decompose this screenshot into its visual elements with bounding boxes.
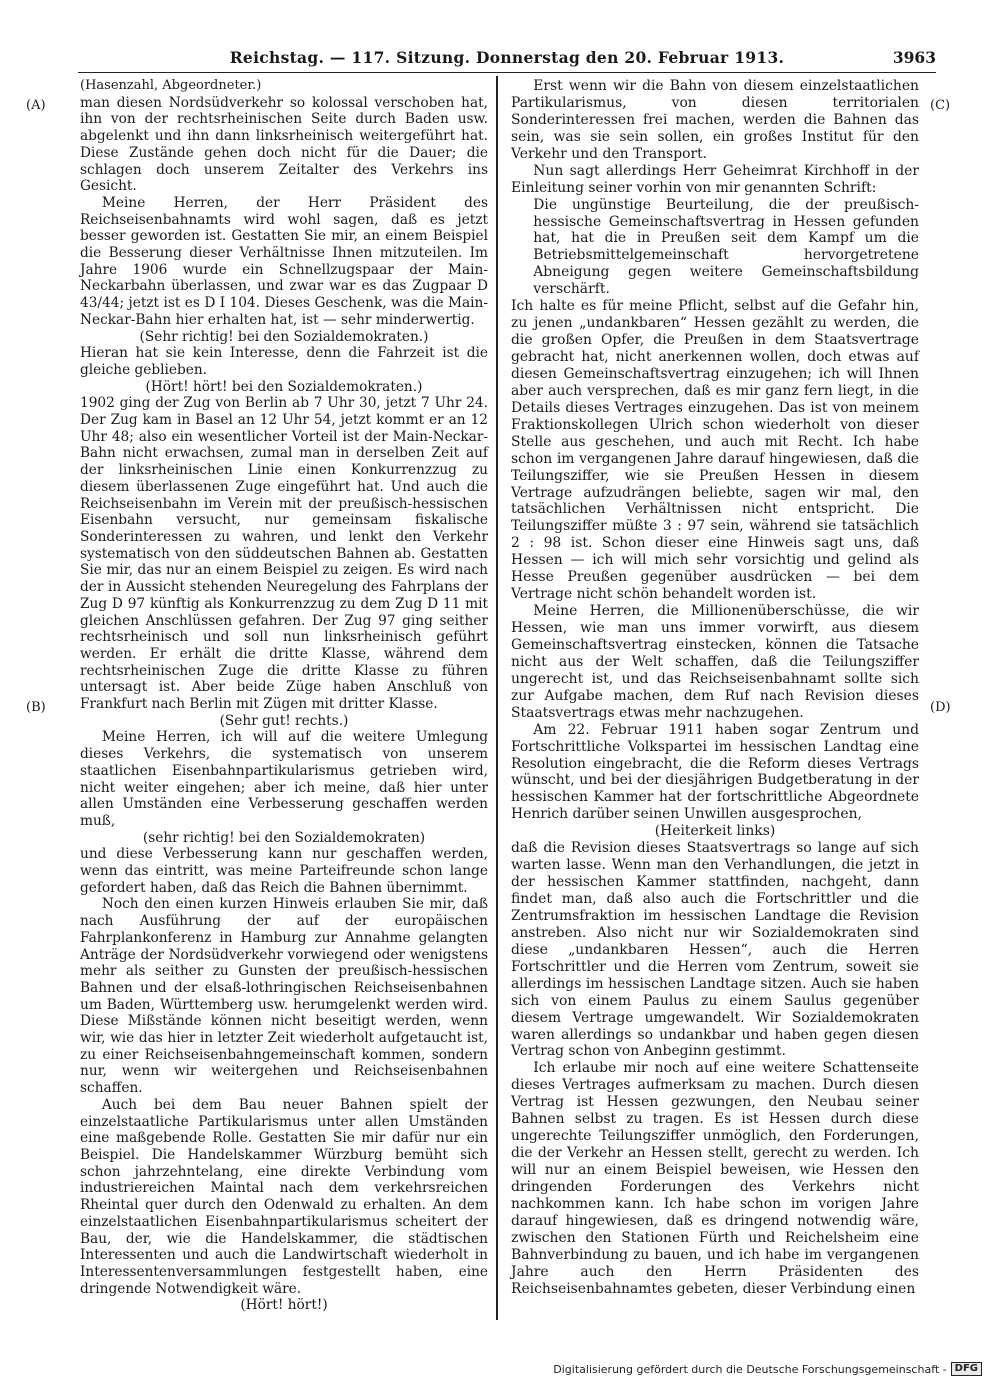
left-column — [80, 78, 488, 1314]
interjection: (sehr richtig! bei den Sozialdemokraten) — [142, 829, 426, 846]
interjection: (Sehr gut! rechts.) — [219, 712, 349, 729]
paragraph: und diese Verbesserung kann nur geschaffen werden, wenn das eintritt, was meine Parteifreunde schon lange gefordert haben, daß das Reich die Bahnen übernimmt. — [80, 846, 488, 896]
interjection: (Sehr richtig! bei den Sozialdemokraten.) — [139, 328, 429, 345]
paragraph: 1902 ging der Zug von Berlin ab 7 Uhr 30, jetzt 7 Uhr 24. Der Zug kam in Basel an 12 Uhr 54, jetzt kommt er an 12 Uhr 48; also ein wesentlicher Vorteil ist der Main-Neckar-Bahn nicht erwachsen, zumal man in derselben Zeit auf der linksrheinischen Linie einen Konkurrenzzug zu diesem überlassenen Zuge eingeführt hat. Und auch die Reichseisenbahn im Verein mit der preußisch-hessischen Eisenbahn versucht, nur gemeinsam fiskalische Sonderinteressen zu wahren, und lenkt den Verkehr systematisch von den süddeutschen Bahnen ab. Gestatten Sie mir, das nur an einem Beispiel zu zeigen. Es wird nach der in Aussicht stehenden Neuregelung des Fahrplans der Zug D 97 künftig als Konkurrenzzug zu dem Zug D 11 mit gleichen Anschlüssen gefahren. Der Zug 97 ging seither rechtsrheinisch und soll nun linksrheinisch geführt werden. Er erhält die dritte Klasse, während dem rechtsrheinischen Zuge die dritte Klasse zu führen untersagt ist. Aber beide Züge haben Anschluß von Frankfurt nach Berlin mit Zügen mit dritter Klasse. — [80, 395, 488, 713]
interjection: (Heiterkeit links) — [654, 823, 776, 840]
block-quote: Die ungünstige Beurteilung, die der preußisch-hessische Gemeinschaftsvertrag in Hessen gefunden hat, hat die in Preußen seit dem Kampf um die Betriebsmittelgemeinschaft hervorgetretene Abneigung gegen weitere Gemeinschaftsbildung verschärft. — [533, 196, 919, 298]
paragraph: Meine Herren, die Millionenüberschüsse, die wir Hessen, wie man uns immer vorwirft, aus diesem Gemeinschaftsvertrag einstecken, können die Tatsache nicht aus der Welt schaffen, daß die Teilungsziffer ungerecht ist, und das Reichseisenbahnamt sollte sich zur Aufgabe machen, dem Ruf nach Revision dieses Staatsvertrags etwas mehr nachzugehen. — [511, 603, 919, 721]
page-header — [78, 46, 936, 73]
footer-text: Digitalisierung gefördert durch die Deutsche Forschungsgemeinschaft - — [553, 1362, 947, 1376]
running-head: Reichstag. — 117. Sitzung. Donnerstag den 20. Februar 1913. — [229, 48, 785, 67]
column-divider — [496, 76, 498, 1320]
right-column — [511, 78, 919, 1298]
paragraph: Erst wenn wir die Bahn von diesem einzelstaatlichen Partikularismus, von diesen territorialen Sonderinteressen frei machen, werden die Bahnen das sein, was sie sein sollen, ein großes Institut für den Verkehr und den Transport. — [511, 78, 919, 162]
page-footer — [553, 1362, 982, 1376]
interjection: (Hört! hört! bei den Sozialdemokraten.) — [145, 378, 423, 395]
paragraph: Noch den einen kurzen Hinweis erlauben Sie mir, daß nach Ausführung der auf der europäischen Fahrplankonferenz in Hamburg zur Annahme gelangten Anträge der Nordsüdverkehr vorwiegend oder wenigstens mehr als seither zu Gunsten der preußisch-hessischen Bahnen und der elsaß-lothringischen Reichseisenbahnen um Baden, Württemberg usw. herumgelenkt werden wird. Diese Mißstände können nicht beseitigt werden, wenn wir, wie das hier in letzter Zeit wiederholt aufgetaucht ist, zu einer Reichseisenbahngemeinschaft kommen, sondern nur, wenn wir weitergehen und Reichseisenbahnen schaffen. — [80, 896, 488, 1097]
paragraph: Meine Herren, der Herr Präsident des Reichseisenbahnamts wird wohl sagen, daß es jetzt besser geworden ist. Gestatten Sie mir, an einem Beispiel die Besserung dieser Verhältnisse Ihnen mitzuteilen. Im Jahre 1906 wurde ein Schnellzugspaar der Main-Neckarbahn überlassen, und zwar war es das Zugpaar D 43/44; jetzt ist es D I 104. Dieses Geschenk, was die Main-Neckar-Bahn hier erhalten hat, ist — sehr minderwertig. — [80, 194, 488, 328]
dfg-logo: DFG — [951, 1362, 982, 1376]
paragraph: Am 22. Februar 1911 haben sogar Zentrum und Fortschrittliche Volkspartei im hessischen Landtag eine Resolution eingebracht, die die Reform dieses Vertrags wünscht, und bei der diesjährigen Budgetberatung in der hessischen Kammer hat der fortschrittliche Abgeordnete Henrich darüber seinen Unwillen ausgesprochen, — [511, 721, 919, 823]
paragraph: Hieran hat sie kein Interesse, denn die Fahrzeit ist die gleiche geblieben. — [80, 345, 488, 378]
margin-marker-d: (D) — [930, 700, 951, 715]
paragraph: Ich halte es für meine Pflicht, selbst auf die Gefahr hin, zu jenen „undankbaren“ Hessen gezählt zu werden, die die großen Opfer, die Preußen in dem Staatsvertrage gebracht hat, nicht anerkennen wollen, doch etwas auf diesen Gemeinschaftsvertrag einzugehen; ich will Ihnen aber auch versprechen, daß es mir ganz fern liegt, in die Details dieses Vertrages einzugehen. Das ist von meinem Fraktionskollegen Ulrich schon wiederholt von dieser Stelle aus geschehen, und auch mit Recht. Ich habe schon im vergangenen Jahre darauf hingewiesen, daß die Teilungsziffer, wie sie Preußen Hessen in diesem Vertrage aufzudrängen beliebte, sagen wir mal, den tatsächlichen Verhältnissen nicht entspricht. Die Teilungsziffer müßte 3 : 97 sein, während sie tatsächlich 2 : 98 ist. Schon dieser eine Hinweis sagt uns, daß Hessen — ich will mich sehr vorsichtig und gelind als Hesse Preußen gegenüber ausdrücken — bei dem Vertrage nicht schön behandelt worden ist. — [511, 298, 919, 603]
speaker-label: (Hasenzahl, Abgeordneter.) — [80, 78, 262, 93]
interjection: (Hört! hört!) — [240, 1297, 328, 1314]
paragraph: Auch bei dem Bau neuer Bahnen spielt der einzelstaatliche Partikularismus unter allen Umständen eine maßgebende Rolle. Gestatten Sie mir dafür nur ein Beispiel. Die Handelskammer Würzburg bemüht sich schon jahrzehntelang, eine direkte Verbindung vom industriereichen Maintal nach dem verkehrsreichen Rheintal quer durch den Odenwald zu erhalten. An dem einzelstaatlichen Eisenbahnpartikularismus scheitert der Bau, der, wie die Handelskammer, die städtischen Interessenten und auch die Landwirtschaft wiederholt in Interessentenversammlungen festgestellt haben, eine dringende Notwendigkeit wäre. — [80, 1096, 488, 1297]
paragraph: man diesen Nordsüdverkehr so kolossal verschoben hat, ihn von der rechtsrheinischen Seite durch Baden usw. abgelenkt und ihn dann linksrheinisch weitergeführt hat. Diese Zustände gehen doch nicht für die Dauer; die schlagen doch unserem Zeitalter des Verkehrs ins Gesicht. — [80, 94, 488, 195]
margin-marker-c: (C) — [930, 98, 951, 113]
margin-marker-b: (B) — [26, 700, 46, 715]
paragraph: Ich erlaube mir noch auf eine weitere Schattenseite dieses Vertrages aufmerksam zu machen. Durch diesen Vertrag ist Hessen gezwungen, den Neubau seiner Bahnen selbst zu tragen. Es ist Hessen durch diese ungerechte Teilungsziffer unmöglich, den Forderungen, die der Verkehr an Hessen stellt, gerecht zu werden. Ich will nur an einem Beispiel beweisen, wie Hessen den dringenden Forderungen des Verkehrs nicht nachkommen kann. Ich habe schon im vorigen Jahre darauf hingewiesen, daß es dringend notwendig wäre, zwischen den Stationen Fürth und Reichelsheim eine Bahnverbindung zu bauen, und ich habe im vergangenen Jahre auch den Herrn Präsidenten des Reichseisenbahnamtes gebeten, dieser Verbindung einen — [511, 1060, 919, 1297]
paragraph: Nun sagt allerdings Herr Geheimrat Kirchhoff in der Einleitung seiner vorhin von mir genannten Schrift: — [511, 162, 919, 196]
paragraph: Meine Herren, ich will auf die weitere Umlegung dieses Verkehrs, die systematisch von unserem staatlichen Eisenbahnpartikularismus getrieben wird, nicht weiter eingehen; aber ich meine, daß hier unter allen Umständen eine Verbesserung geschaffen werden muß, — [80, 729, 488, 829]
margin-marker-a: (A) — [26, 98, 46, 113]
paragraph: daß die Revision dieses Staatsvertrags so lange auf sich warten lasse. Wenn man den Verhandlungen, die jetzt in der hessischen Kammer stattfinden, nachgeht, dann findet man, daß also auch die Fortschrittler und die Zentrumsfraktion im hessischen Landtage die Revision anstreben. Also nicht nur wir Sozialdemokraten sind diese „undankbaren Hessen“, auch die Herren Fortschrittler und die Herren vom Zentrum, soweit sie allerdings im hessischen Landtage sitzen. Auch sie haben sich von einem Paulus zu einem Saulus gegenüber diesem Vertrage umgewandelt. Wir Sozialdemokraten waren allerdings so undankbar und haben gegen diesen Vertrag schon von Anbeginn gestimmt. — [511, 840, 919, 1060]
page-number: 3963 — [892, 48, 936, 67]
